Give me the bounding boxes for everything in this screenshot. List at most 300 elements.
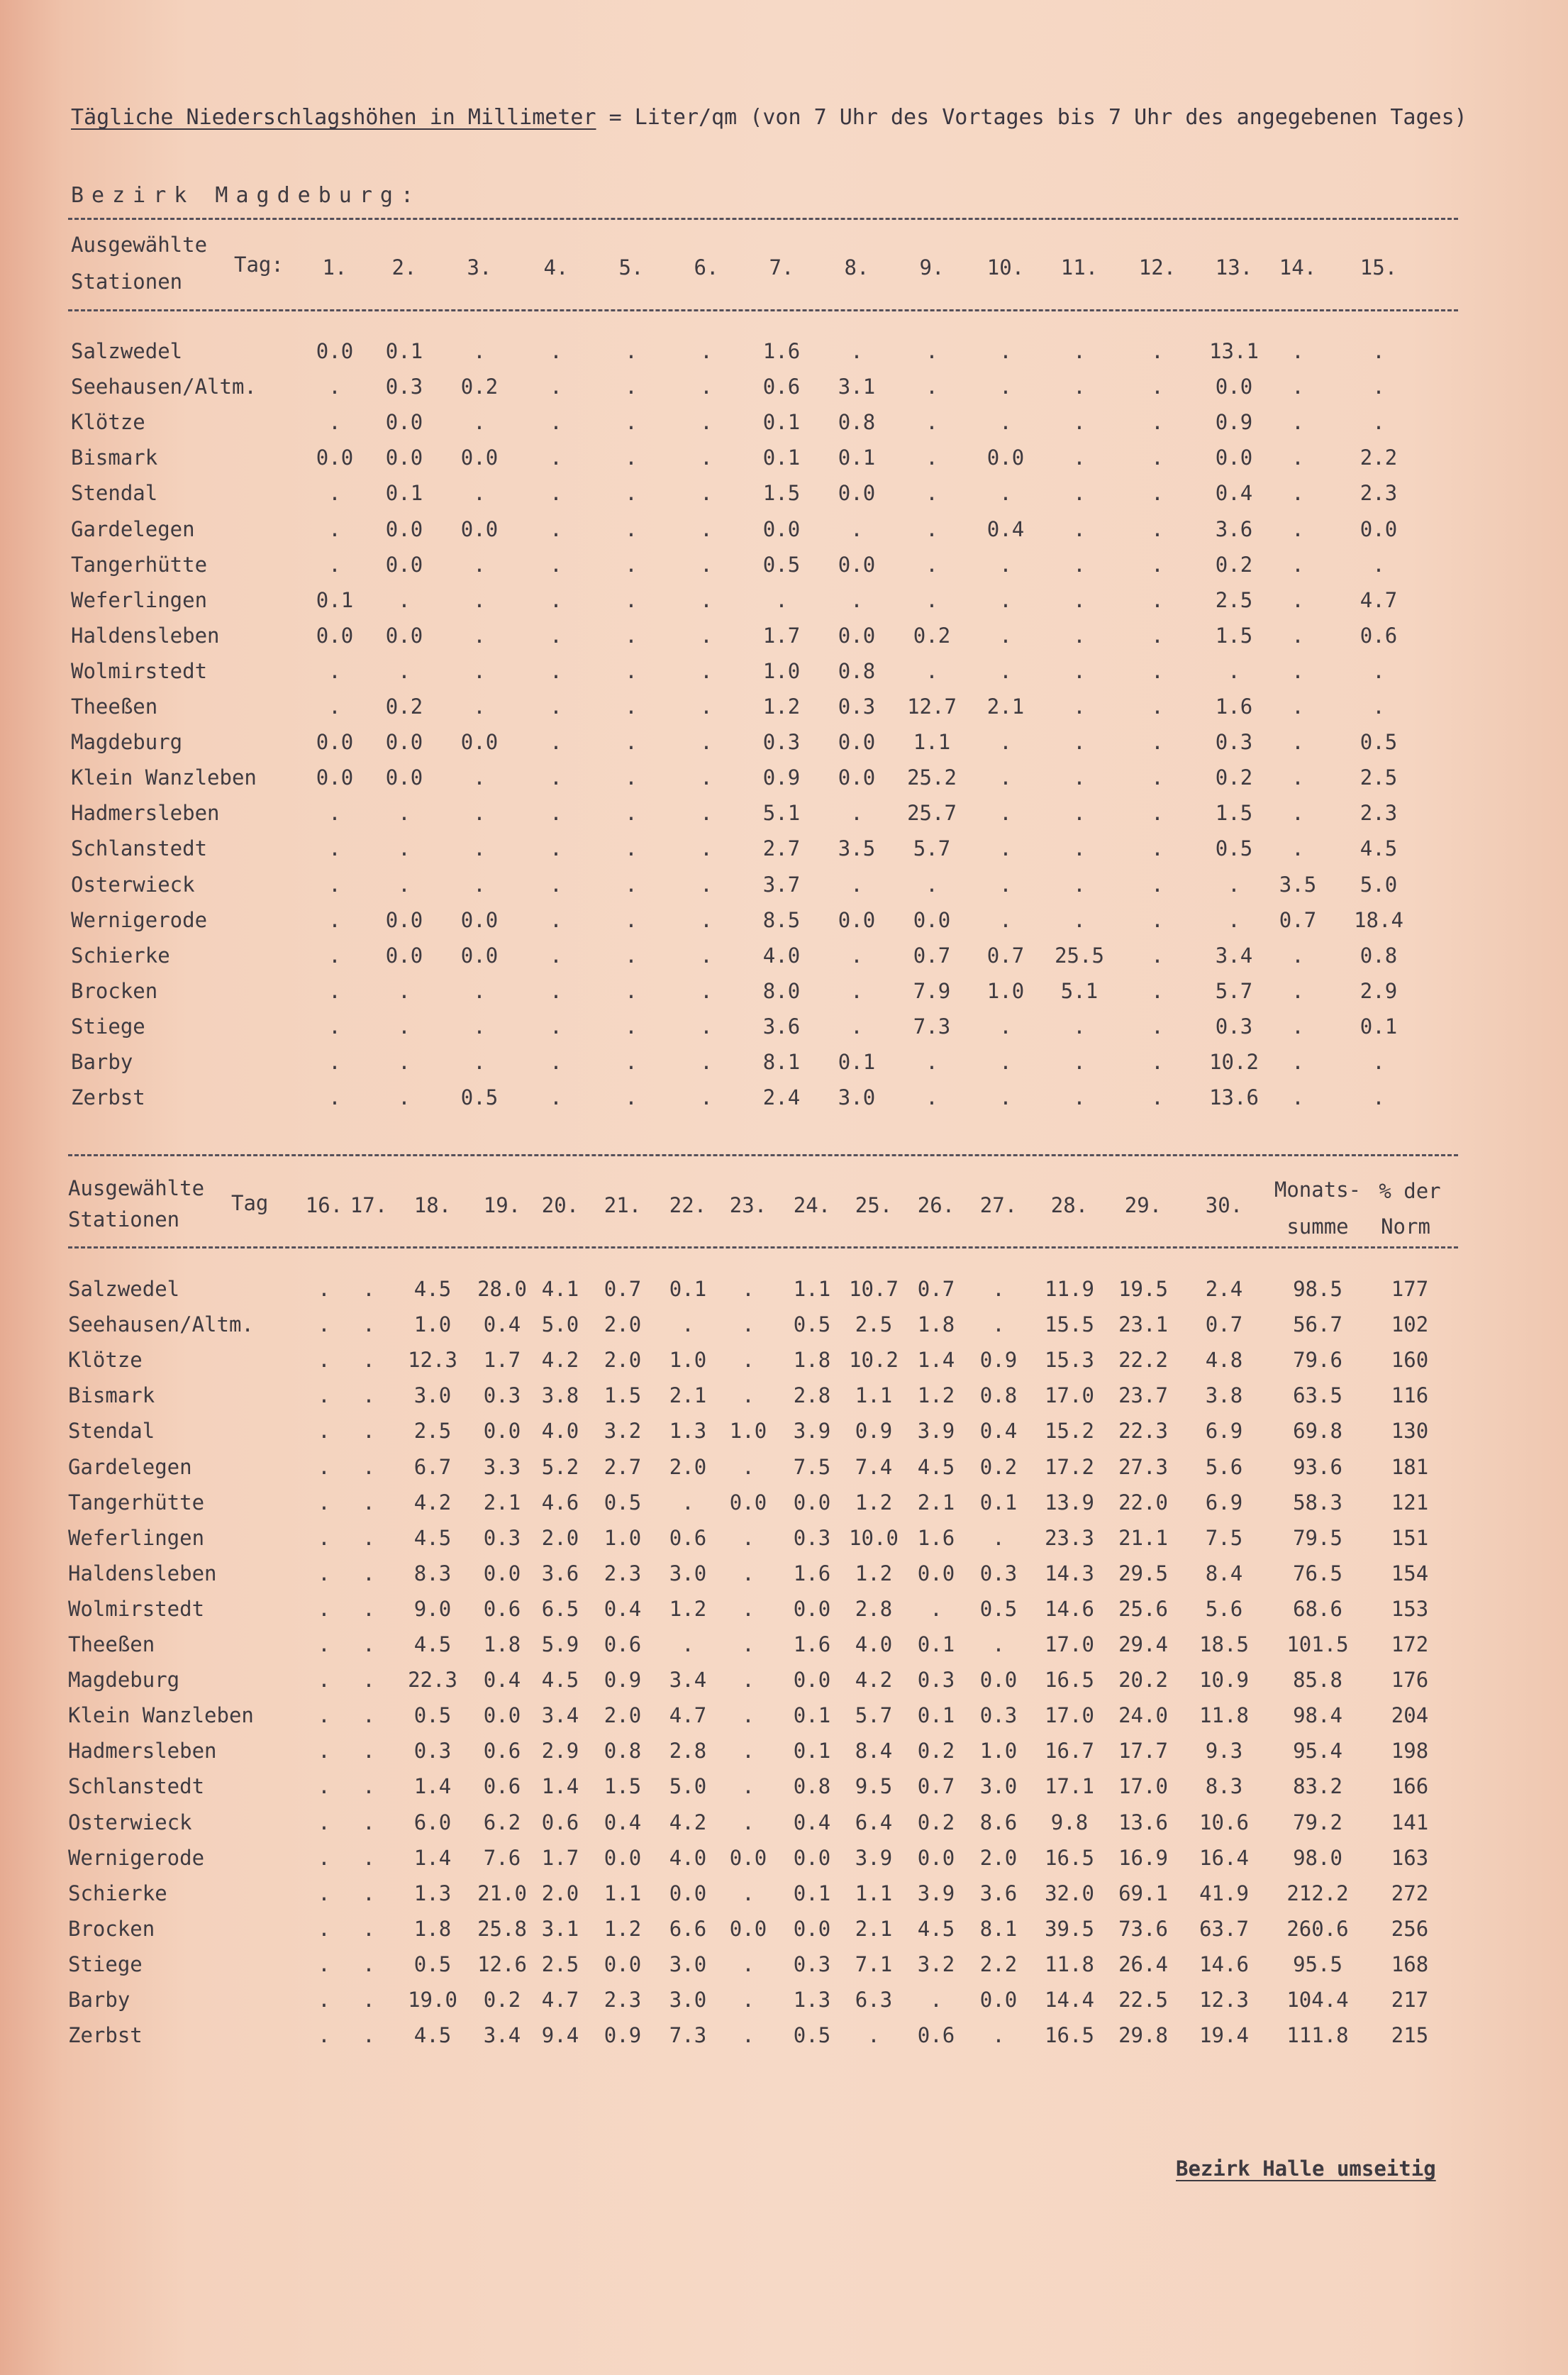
t1-header-stations-line2: Stationen — [71, 270, 183, 294]
t1-header-tag: Tag: — [234, 253, 284, 277]
precip-value: 15.3 — [1045, 1348, 1094, 1373]
monthly-sum: 98.4 — [1293, 1703, 1342, 1728]
precip-value: . — [1291, 587, 1304, 612]
precip-value: . — [328, 1014, 341, 1039]
precip-value: 5.7 — [913, 836, 951, 861]
precip-value: 0.3 — [483, 1383, 521, 1408]
precip-value: 0.0 — [793, 1916, 831, 1941]
precip-value: 0.0 — [316, 339, 354, 363]
precip-value: 0.0 — [913, 907, 951, 932]
precip-value: 0.0 — [979, 1668, 1018, 1693]
precip-value: 3.6 — [979, 1881, 1018, 1905]
station-name: Magdeburg — [71, 730, 183, 755]
precip-value: . — [362, 1845, 375, 1870]
precip-value: 0.3 — [917, 1668, 955, 1693]
precip-value: . — [700, 587, 713, 612]
precip-value: 0.0 — [762, 516, 801, 541]
precip-value: 12.7 — [907, 694, 957, 719]
precip-value: . — [550, 836, 562, 861]
precip-value: . — [1151, 587, 1164, 612]
station-name: Osterwieck — [68, 1810, 192, 1834]
precip-value: 2.5 — [541, 1952, 579, 1976]
precip-value: . — [700, 872, 713, 897]
title-underlined: Tägliche Niederschlagshöhen in Millimeter — [71, 105, 596, 130]
precip-value: 0.0 — [838, 730, 876, 755]
precip-value: . — [362, 1277, 375, 1301]
precip-value: 0.5 — [413, 1952, 452, 1976]
precip-value: 2.1 — [986, 694, 1025, 719]
precip-value: . — [700, 836, 713, 861]
precip-value: . — [1372, 552, 1385, 577]
precip-value: . — [625, 730, 638, 755]
precip-value: 13.6 — [1118, 1810, 1168, 1834]
precip-value: . — [999, 410, 1012, 435]
station-name: Haldensleben — [68, 1561, 217, 1585]
precip-value: . — [625, 836, 638, 861]
day-header: 8. — [844, 255, 869, 279]
precip-value: 0.7 — [917, 1277, 955, 1301]
station-name: Klein Wanzleben — [71, 765, 257, 790]
precip-value: 0.6 — [669, 1525, 707, 1550]
precip-value: . — [700, 623, 713, 648]
precip-value: . — [318, 1596, 330, 1621]
day-header: 2. — [391, 255, 417, 279]
precip-value: 0.1 — [385, 339, 423, 363]
precip-value: . — [318, 1774, 330, 1799]
precip-value: 8.1 — [762, 1050, 801, 1074]
precip-value: . — [328, 516, 341, 541]
precip-value: . — [850, 943, 863, 968]
precip-value: 2.0 — [979, 1845, 1018, 1870]
precip-value: . — [999, 872, 1012, 897]
precip-value: 1.2 — [917, 1383, 955, 1408]
precip-value: 15.2 — [1045, 1419, 1094, 1444]
precip-value: 2.1 — [483, 1490, 521, 1515]
precip-value: . — [999, 801, 1012, 826]
precip-value: . — [742, 1739, 755, 1764]
precip-value: . — [550, 587, 562, 612]
precip-value: . — [318, 1952, 330, 1976]
precip-value: 8.1 — [979, 1916, 1018, 1941]
station-name: Theeßen — [71, 694, 158, 719]
precip-value: . — [318, 1383, 330, 1408]
precip-value: 0.2 — [1215, 765, 1253, 790]
precip-value: . — [398, 872, 411, 897]
precip-value: 4.5 — [413, 2023, 452, 2048]
precip-value: 4.2 — [413, 1490, 452, 1515]
title-rest: = Liter/qm (von 7 Uhr des Vortages bis 7 Uhr des angegebenen Tages) — [596, 105, 1467, 130]
precip-value: 0.8 — [793, 1774, 831, 1799]
precip-value: 1.2 — [604, 1916, 642, 1941]
precip-value: 0.0 — [460, 730, 499, 755]
precip-value: 0.4 — [604, 1596, 642, 1621]
precip-value: 24.0 — [1118, 1703, 1168, 1728]
precip-value: . — [1372, 694, 1385, 719]
precip-value: . — [625, 658, 638, 683]
precip-value: 1.5 — [604, 1383, 642, 1408]
precip-value: . — [1151, 694, 1164, 719]
monthly-sum: 79.5 — [1293, 1525, 1342, 1550]
station-name: Brocken — [71, 978, 158, 1003]
precip-value: . — [1291, 552, 1304, 577]
precip-value: 4.5 — [541, 1668, 579, 1693]
precip-value: 1.7 — [541, 1845, 579, 1870]
precip-value: 3.9 — [855, 1845, 893, 1870]
day-header: 18. — [413, 1193, 452, 1217]
precip-value: . — [1151, 943, 1164, 968]
precip-value: . — [362, 1348, 375, 1373]
station-name: Klötze — [71, 410, 145, 435]
precip-value: . — [550, 907, 562, 932]
precip-value: 0.6 — [604, 1632, 642, 1656]
precip-value: 0.0 — [460, 943, 499, 968]
precip-value: 2.4 — [1205, 1277, 1243, 1301]
precip-value: . — [1372, 410, 1385, 435]
precip-value: . — [625, 872, 638, 897]
station-name: Seehausen/Altm. — [68, 1312, 254, 1337]
precip-value: 0.3 — [979, 1561, 1018, 1585]
precip-value: 3.4 — [541, 1703, 579, 1728]
precip-value: . — [550, 872, 562, 897]
precip-value: . — [682, 1312, 694, 1337]
station-name: Hadmersleben — [68, 1739, 217, 1764]
precip-value: 0.7 — [1279, 907, 1317, 932]
precip-value: 0.9 — [604, 1668, 642, 1693]
precip-value: 1.4 — [917, 1348, 955, 1373]
precip-value: 4.2 — [855, 1668, 893, 1693]
precip-value: 8.4 — [1205, 1561, 1243, 1585]
precip-value: . — [700, 375, 713, 399]
precip-value: . — [362, 1774, 375, 1799]
precip-value: 29.8 — [1118, 2023, 1168, 2048]
monthly-sum: 76.5 — [1293, 1561, 1342, 1585]
precip-value: . — [328, 658, 341, 683]
precip-value: 1.8 — [793, 1348, 831, 1373]
precip-value: 9.5 — [855, 1774, 893, 1799]
precip-value: 0.0 — [604, 1952, 642, 1976]
precip-value: . — [999, 552, 1012, 577]
station-name: Magdeburg — [68, 1668, 180, 1693]
precip-value: . — [550, 339, 562, 363]
precip-value: . — [473, 836, 486, 861]
precip-value: . — [999, 1014, 1012, 1039]
precip-value: 3.8 — [1205, 1383, 1243, 1408]
day-header: 14. — [1279, 255, 1317, 279]
precip-value: . — [473, 339, 486, 363]
precip-value: 8.5 — [762, 907, 801, 932]
precip-value: . — [867, 2023, 880, 2048]
precip-value: . — [362, 1668, 375, 1693]
precip-value: 0.6 — [917, 2023, 955, 2048]
precip-value: . — [1151, 516, 1164, 541]
precip-value: 22.0 — [1118, 1490, 1168, 1515]
precip-value: . — [362, 1810, 375, 1834]
precip-value: 5.6 — [1205, 1596, 1243, 1621]
precip-value: . — [1291, 1014, 1304, 1039]
precip-value: . — [328, 978, 341, 1003]
precip-value: 19.5 — [1118, 1277, 1168, 1301]
precip-value: . — [318, 1632, 330, 1656]
day-header: 12. — [1138, 255, 1177, 279]
precip-value: 28.0 — [477, 1277, 527, 1301]
precip-value: . — [999, 730, 1012, 755]
precip-value: 9.4 — [541, 2023, 579, 2048]
precip-value: 20.2 — [1118, 1668, 1168, 1693]
precip-value: 2.3 — [604, 1988, 642, 2012]
station-name: Klein Wanzleben — [68, 1703, 254, 1728]
precip-value: . — [1291, 481, 1304, 506]
precip-value: . — [742, 1703, 755, 1728]
precip-value: . — [473, 410, 486, 435]
precip-value: . — [1228, 872, 1240, 897]
percent-of-norm: 177 — [1391, 1277, 1429, 1301]
precip-value: 0.0 — [1215, 375, 1253, 399]
precip-value: 3.0 — [669, 1952, 707, 1976]
precip-value: . — [550, 694, 562, 719]
day-header: 4. — [543, 255, 569, 279]
precip-value: 0.0 — [729, 1845, 767, 1870]
separator-line — [68, 309, 1458, 311]
precip-value: 0.9 — [979, 1348, 1018, 1373]
precip-value: 0.0 — [729, 1916, 767, 1941]
station-name: Gardelegen — [71, 516, 195, 541]
precip-value: . — [1151, 978, 1164, 1003]
precip-value: . — [925, 872, 938, 897]
precip-value: . — [925, 445, 938, 470]
precip-value: . — [742, 1668, 755, 1693]
precip-value: 12.3 — [1199, 1988, 1249, 2012]
precip-value: . — [925, 587, 938, 612]
precip-value: . — [925, 1050, 938, 1074]
precip-value: 0.4 — [793, 1810, 831, 1834]
precip-value: . — [925, 1085, 938, 1110]
precip-value: 8.0 — [762, 978, 801, 1003]
precip-value: . — [742, 1952, 755, 1976]
day-header: 5. — [618, 255, 644, 279]
precip-value: 0.7 — [604, 1277, 642, 1301]
precip-value: . — [1228, 907, 1240, 932]
precip-value: 14.6 — [1199, 1952, 1249, 1976]
station-name: Schierke — [71, 943, 170, 968]
precip-value: 0.5 — [793, 2023, 831, 2048]
precip-value: 0.4 — [483, 1668, 521, 1693]
precip-value: 6.3 — [855, 1988, 893, 2012]
precip-value: 0.2 — [913, 623, 951, 648]
precip-value: . — [682, 1632, 694, 1656]
precip-value: . — [700, 339, 713, 363]
day-header: 28. — [1050, 1193, 1089, 1217]
station-name: Klötze — [68, 1348, 143, 1373]
precip-value: 8.3 — [413, 1561, 452, 1585]
precip-value: . — [700, 552, 713, 577]
precip-value: 21.1 — [1118, 1525, 1168, 1550]
precip-value: 10.0 — [849, 1525, 899, 1550]
precip-value: 0.4 — [979, 1419, 1018, 1444]
precip-value: . — [1073, 587, 1086, 612]
precip-value: . — [1073, 375, 1086, 399]
precip-value: . — [550, 410, 562, 435]
precip-value: 21.0 — [477, 1881, 527, 1905]
percent-of-norm: 176 — [1391, 1668, 1429, 1693]
station-name: Stiege — [68, 1952, 143, 1976]
day-header: 29. — [1124, 1193, 1162, 1217]
precip-value: 0.4 — [986, 516, 1025, 541]
precip-value: 3.0 — [669, 1988, 707, 2012]
precip-value: . — [1073, 481, 1086, 506]
precip-value: . — [1291, 836, 1304, 861]
precip-value: . — [550, 623, 562, 648]
precip-value: . — [1073, 730, 1086, 755]
precip-value: 16.7 — [1045, 1739, 1094, 1764]
precip-value: 29.4 — [1118, 1632, 1168, 1656]
precip-value: . — [1073, 1085, 1086, 1110]
precip-value: 1.0 — [986, 978, 1025, 1003]
precip-value: 0.1 — [793, 1881, 831, 1905]
precip-value: 0.1 — [1360, 1014, 1398, 1039]
precip-value: . — [473, 481, 486, 506]
precip-value: 1.1 — [913, 730, 951, 755]
monthly-sum: 56.7 — [1293, 1312, 1342, 1337]
precip-value: 0.0 — [483, 1703, 521, 1728]
precip-value: 0.0 — [385, 623, 423, 648]
precip-value: . — [1073, 445, 1086, 470]
precip-value: . — [925, 481, 938, 506]
precip-value: . — [318, 1668, 330, 1693]
precip-value: . — [1151, 730, 1164, 755]
precip-value: 2.2 — [979, 1952, 1018, 1976]
precip-value: 0.0 — [316, 765, 354, 790]
precip-value: . — [362, 1525, 375, 1550]
precip-value: 22.5 — [1118, 1988, 1168, 2012]
precip-value: . — [328, 481, 341, 506]
precip-value: . — [625, 445, 638, 470]
precip-value: . — [328, 907, 341, 932]
precip-value: 0.0 — [838, 907, 876, 932]
precip-value: 0.2 — [385, 694, 423, 719]
precip-value: 41.9 — [1199, 1881, 1249, 1905]
precip-value: . — [742, 1383, 755, 1408]
precip-value: 4.6 — [541, 1490, 579, 1515]
precip-value: 1.3 — [413, 1881, 452, 1905]
precip-value: . — [700, 658, 713, 683]
precip-value: 0.4 — [604, 1810, 642, 1834]
day-header: 20. — [541, 1193, 579, 1217]
precip-value: 2.0 — [541, 1525, 579, 1550]
precip-value: . — [398, 978, 411, 1003]
precip-value: . — [473, 765, 486, 790]
precip-value: 3.1 — [541, 1916, 579, 1941]
precip-value: . — [625, 623, 638, 648]
precip-value: 11.8 — [1199, 1703, 1249, 1728]
separator-line — [68, 1246, 1458, 1249]
precip-value: . — [398, 587, 411, 612]
precip-value: 6.0 — [413, 1810, 452, 1834]
precip-value: 4.5 — [413, 1525, 452, 1550]
station-name: Theeßen — [68, 1632, 155, 1656]
precip-value: 2.1 — [917, 1490, 955, 1515]
precip-value: . — [318, 1916, 330, 1941]
station-name: Seehausen/Altm. — [71, 375, 257, 399]
precip-value: . — [625, 552, 638, 577]
precip-value: 0.0 — [483, 1419, 521, 1444]
precip-value: 0.0 — [979, 1988, 1018, 2012]
percent-of-norm: 198 — [1391, 1739, 1429, 1764]
precip-value: 3.4 — [483, 2023, 521, 2048]
precip-value: 0.8 — [979, 1383, 1018, 1408]
precip-value: . — [1073, 1014, 1086, 1039]
precip-value: 2.4 — [762, 1085, 801, 1110]
precip-value: . — [999, 658, 1012, 683]
precip-value: . — [1372, 658, 1385, 683]
t2-header-norm-line2: Norm — [1381, 1214, 1430, 1239]
precip-value: . — [925, 658, 938, 683]
precip-value: 6.7 — [413, 1454, 452, 1479]
precip-value: 7.3 — [913, 1014, 951, 1039]
precip-value: 11.8 — [1045, 1952, 1094, 1976]
day-header: 23. — [729, 1193, 767, 1217]
precip-value: 1.5 — [604, 1774, 642, 1799]
precip-value: 2.1 — [669, 1383, 707, 1408]
precip-value: . — [1372, 375, 1385, 399]
precip-value: 10.9 — [1199, 1668, 1249, 1693]
precip-value: 4.5 — [917, 1454, 955, 1479]
precip-value: 0.9 — [762, 765, 801, 790]
precip-value: 17.0 — [1045, 1632, 1094, 1656]
precip-value: 17.0 — [1118, 1774, 1168, 1799]
precip-value: . — [850, 587, 863, 612]
precip-value: . — [625, 587, 638, 612]
precip-value: 4.8 — [1205, 1348, 1243, 1373]
percent-of-norm: 256 — [1391, 1916, 1429, 1941]
precip-value: . — [999, 1085, 1012, 1110]
precip-value: 0.0 — [316, 623, 354, 648]
precip-value: 4.5 — [413, 1632, 452, 1656]
precip-value: 0.1 — [669, 1277, 707, 1301]
precip-value: . — [1151, 872, 1164, 897]
precip-value: 6.6 — [669, 1916, 707, 1941]
precip-value: 0.0 — [385, 552, 423, 577]
precip-value: . — [1291, 1085, 1304, 1110]
t2-header-stations-line2: Stationen — [68, 1207, 180, 1231]
precip-value: 2.2 — [1360, 445, 1398, 470]
precip-value: . — [328, 801, 341, 826]
precip-value: . — [742, 2023, 755, 2048]
precip-value: . — [473, 801, 486, 826]
precip-value: 2.3 — [1360, 481, 1398, 506]
precip-value: 0.0 — [1215, 445, 1253, 470]
precip-value: 0.2 — [917, 1739, 955, 1764]
precip-value: . — [700, 978, 713, 1003]
precip-value: . — [473, 694, 486, 719]
precip-value: 1.1 — [855, 1881, 893, 1905]
precip-value: 0.0 — [838, 765, 876, 790]
precip-value: . — [625, 375, 638, 399]
precip-value: 1.0 — [762, 658, 801, 683]
precip-value: . — [328, 552, 341, 577]
precip-value: . — [999, 1050, 1012, 1074]
precip-value: . — [625, 1085, 638, 1110]
t2-header-sum-line2: summe — [1286, 1214, 1349, 1239]
precip-value: 8.3 — [1205, 1774, 1243, 1799]
precip-value: . — [1151, 552, 1164, 577]
precip-value: . — [1291, 410, 1304, 435]
precip-value: 4.5 — [917, 1916, 955, 1941]
precip-value: . — [925, 516, 938, 541]
precip-value: 7.6 — [483, 1845, 521, 1870]
precip-value: . — [1291, 516, 1304, 541]
precip-value: . — [398, 1014, 411, 1039]
precip-value: 1.2 — [669, 1596, 707, 1621]
